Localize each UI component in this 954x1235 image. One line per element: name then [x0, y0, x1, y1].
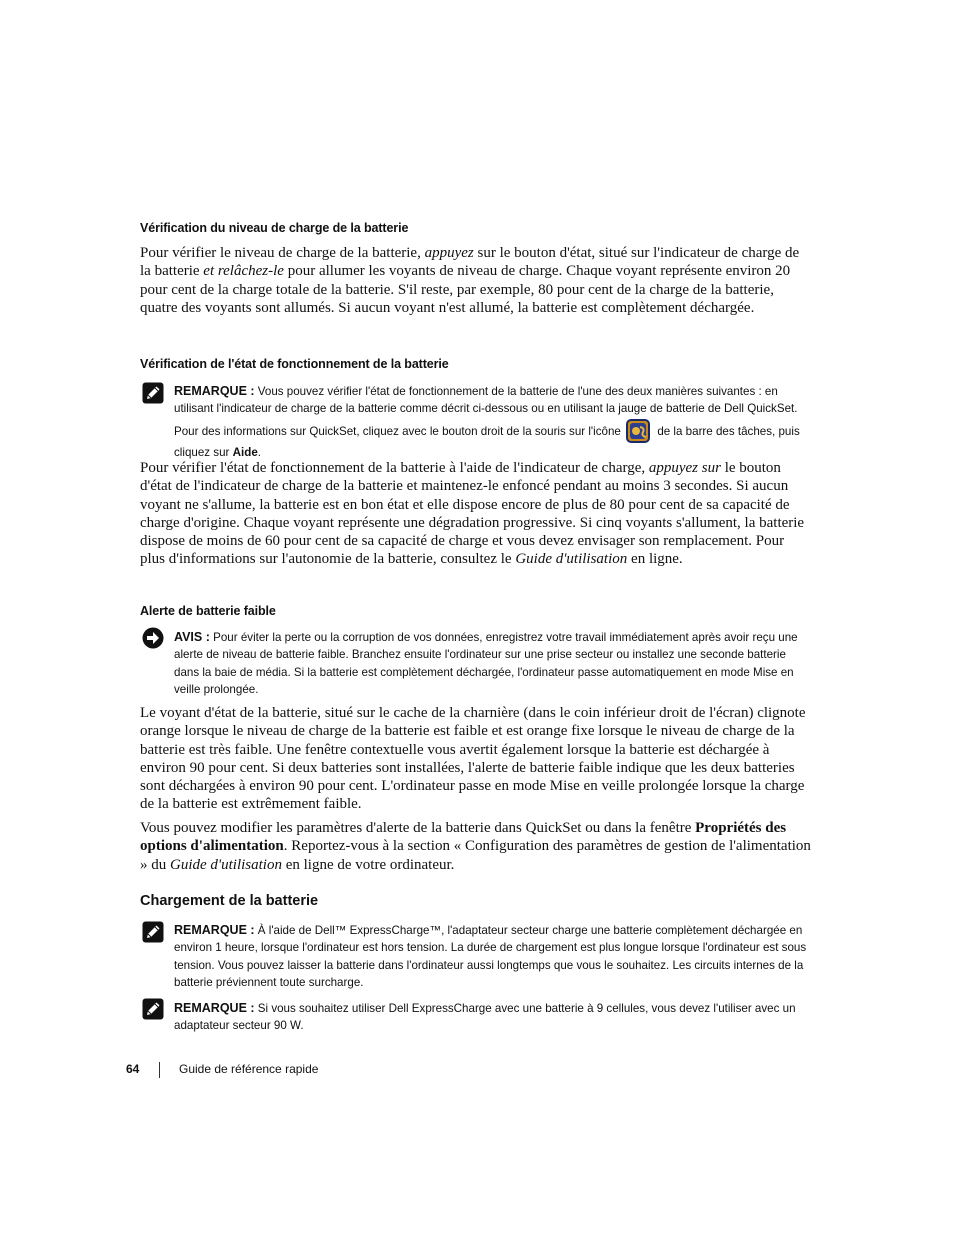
note-battery-health: REMARQUE : Vous pouvez vérifier l'état de fonctionnement de la batterie de l'une des deux manières suivantes : en utilisant l'indicateur de charge de la batterie comme décrit ci-dessous ou en utilisant la jauge de batterie de Dell QuickSet. Pour des informations sur QuickSet, cliquez avec le bouton droit de la souris sur l'icône de la barre des tâches, puis cliquez sur Aide.: [174, 384, 800, 459]
footer-divider: [159, 1062, 160, 1078]
paragraph-low-battery: Le voyant d'état de la batterie, situé sur le cache de la charnière (dans le coin inférieur droit de l'écran) clignote orange lorsque le niveau de charge de la batterie est faible et est orange fixe lorsque le niveau de charge de la batterie est très faible. Une fenêtre contextuelle vous avertit également lorsque la batterie est déchargée à environ 90 pour cent. Si deux batteries sont installées, l'alerte de batterie faible indique que les deux batteries sont déchargées à environ 90 pour cent. L'ordinateur passe en mode Mise en veille prolongée lorsque la charge de la batterie est extrêmement faible.: [140, 705, 806, 813]
section-heading-charge-level: Vérification du niveau de charge de la batterie: [140, 221, 409, 235]
notice-arrow-icon: [142, 627, 164, 649]
paragraph-battery-health: Pour vérifier l'état de fonctionnement de la batterie à l'aide de l'indicateur de charge, appuyez sur le bouton d'état de l'indicateur de charge de la batterie et maintenez-le enfoncé pendant au moins 3 secondes. Si aucun voyant ne s'allume, la batterie est en bon état et elle dispose encore de plus de 80 pour cent de sa capacité de charge d'origine. Chaque voyant représente une dégradation progressive. Si cinq voyants s'allument, la batterie dispose de moins de 60 pour cent de sa capacité de charge et vous devez envisager son remplacement. Pour plus d'informations sur l'autonomie de la batterie, consultez le Guide d'utilisation en ligne.: [140, 460, 805, 568]
note-expresscharge: REMARQUE : À l'aide de Dell™ ExpressCharge™, l'adaptateur secteur charge une batterie complètement déchargée en environ 1 heure, lorsque l'ordinateur est hors tension. La durée de chargement est plus longue lorsque l'ordinateur est sous tension. Vous pouvez laisser la batterie dans l'ordinateur aussi longtemps que vous le souhaitez. Les circuits internes de la batterie préviennent toute surcharge.: [174, 923, 807, 989]
section-heading-low-battery: Alerte de batterie faible: [140, 604, 276, 618]
paragraph-charge-level: Pour vérifier le niveau de charge de la batterie, appuyez sur le bouton d'état, situé sur l'indicateur de charge de la batterie et relâchez-le pour allumer les voyants de niveau de charge. Chaque voyant représente environ 20 pour cent de la charge totale de la batterie. S'il reste, par exemple, 80 pour cent de la charge de la batterie, quatre des voyants sont allumés. Si aucun voyant n'est allumé, la batterie est complètement déchargée.: [140, 245, 800, 316]
pencil-note-icon: [142, 998, 164, 1020]
pencil-note-icon: [142, 921, 164, 943]
section-heading-battery-health: Vérification de l'état de fonctionnement de la batterie: [140, 357, 449, 371]
note-9-cell-battery: REMARQUE : Si vous souhaitez utiliser Dell ExpressCharge avec une batterie à 9 cellules, vous devez l'utiliser avec un adaptateur secteur 90 W.: [174, 1001, 796, 1033]
pencil-note-icon: [142, 382, 164, 404]
notice-low-battery: AVIS : Pour éviter la perte ou la corruption de vos données, enregistrez votre travail immédiatement après avoir reçu une alerte de niveau de batterie faible. Branchez ensuite l'ordinateur sur une prise secteur ou installez une seconde batterie dans la baie de média. Si la batterie est complètement déchargée, l'ordinateur passe automatiquement en mode Mise en veille prolongée.: [174, 630, 798, 696]
paragraph-alert-settings: Vous pouvez modifier les paramètres d'alerte de la batterie dans QuickSet ou dans la fenêtre Propriétés des options d'alimentation. Reportez-vous à la section « Configuration des paramètres de gestion de l'alimentation » du Guide d'utilisation en ligne de votre ordinateur.: [140, 820, 811, 873]
quickset-icon: [626, 418, 652, 444]
page-number: 64: [126, 1062, 140, 1076]
footer-title: Guide de référence rapide: [179, 1062, 319, 1076]
page-footer: [126, 1062, 319, 1076]
section-heading-charging: Chargement de la batterie: [140, 893, 319, 909]
